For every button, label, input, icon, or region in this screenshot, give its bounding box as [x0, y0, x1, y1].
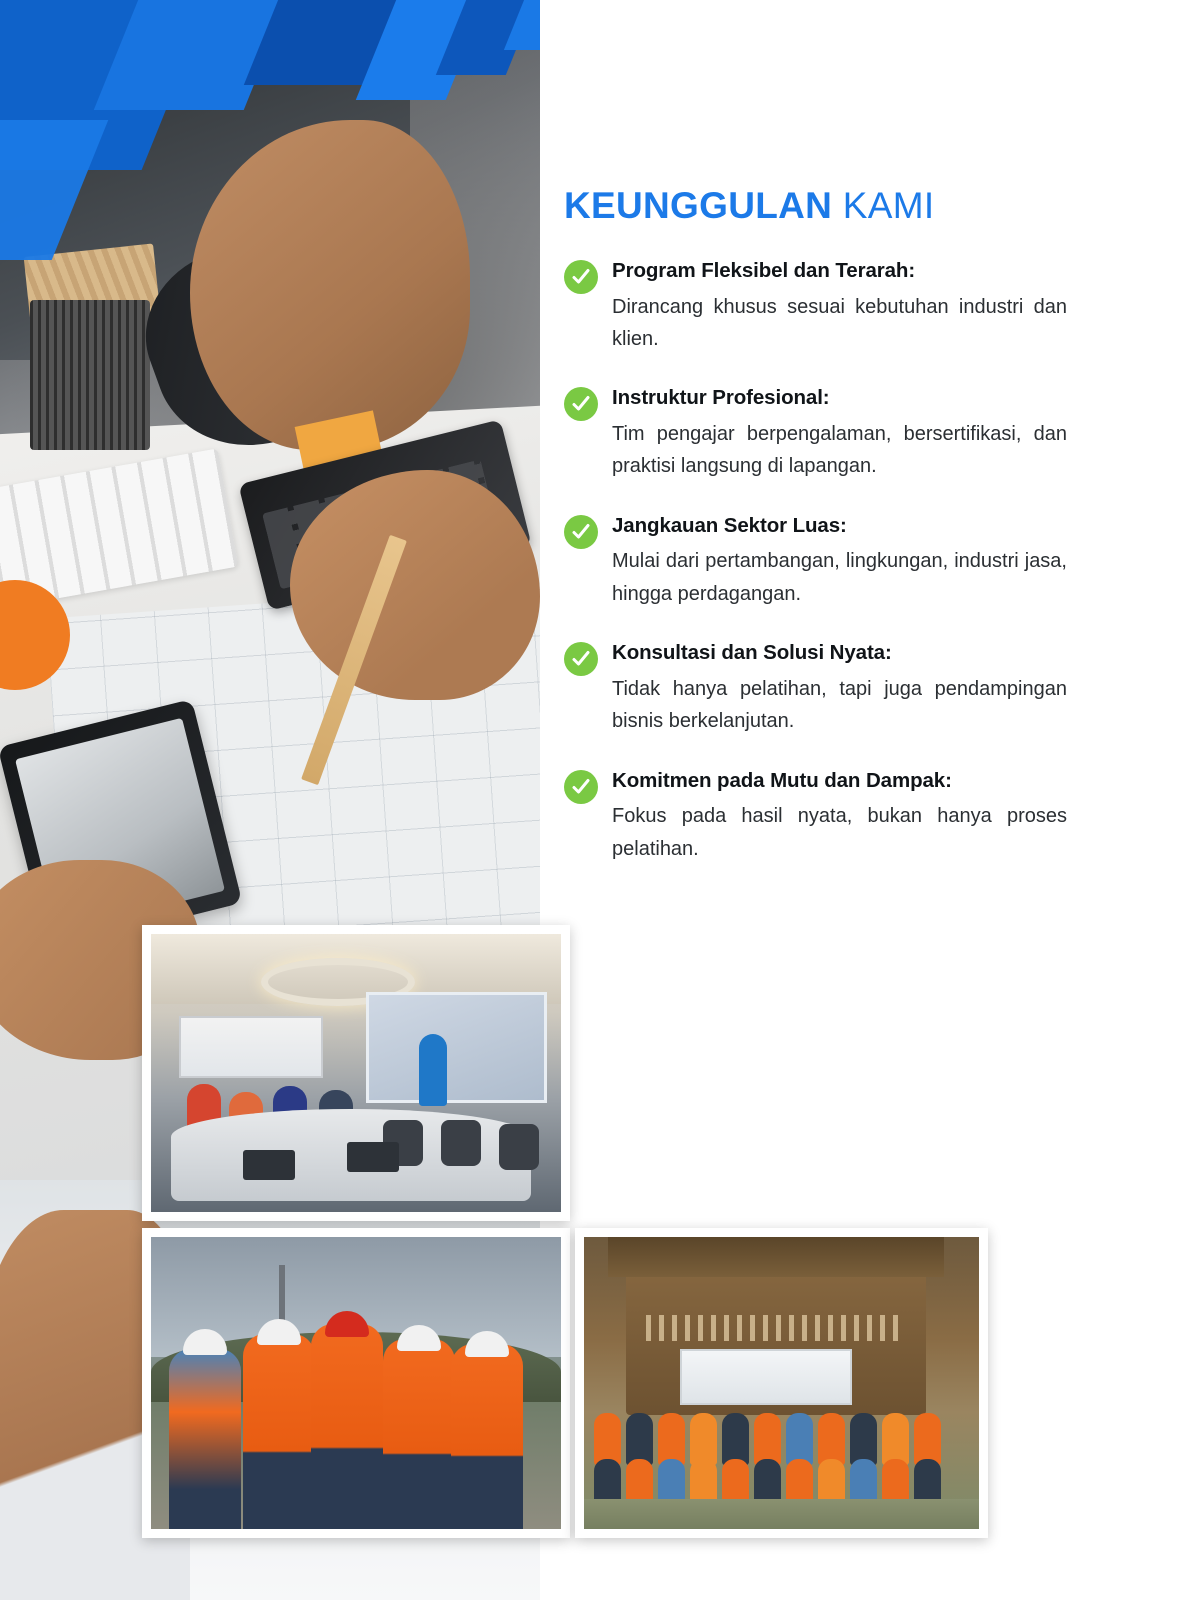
participant-shape	[626, 1413, 653, 1465]
check-icon	[564, 387, 598, 421]
group-participants-photo	[584, 1237, 979, 1529]
list-item-body	[612, 258, 1074, 355]
list-item-body	[612, 385, 1074, 482]
participant-shape	[658, 1413, 685, 1465]
chair-shape	[499, 1124, 539, 1170]
list-item	[564, 640, 1074, 737]
participant-shape	[690, 1413, 717, 1465]
laptop-shape	[347, 1142, 399, 1172]
check-icon	[564, 770, 598, 804]
worker-shape	[383, 1339, 455, 1529]
page-title-light: KAMI	[842, 185, 935, 226]
roof-shape	[608, 1237, 944, 1277]
photo-card-field	[142, 1228, 570, 1538]
list-item-description: Mulai dari pertambangan, lingkungan, industri jasa, hingga perdagangan.	[612, 550, 1067, 605]
worker-shape	[311, 1324, 383, 1529]
laptop-shape	[243, 1150, 295, 1180]
list-item-title: Program Fleksibel dan Terarah:	[612, 259, 916, 282]
field-workers-photo	[151, 1237, 561, 1529]
list-item	[564, 513, 1074, 610]
list-item-description: Tim pengajar berpengalaman, bersertifikasi, dan praktisi langsung di lapangan.	[612, 423, 1067, 478]
participant-shape	[882, 1413, 909, 1465]
list-item-title: Komitmen pada Mutu dan Dampak:	[612, 768, 952, 792]
worker-shape	[243, 1334, 315, 1529]
list-item-description: Fokus pada hasil nyata, bukan hanya proses pelatihan.	[612, 805, 1067, 860]
photo-card-meeting	[142, 925, 570, 1221]
list-item-body	[612, 640, 1074, 737]
list-item-description: Dirancang khusus sesuai kebutuhan industri dan klien.	[612, 295, 1067, 351]
projector-screen-shape	[366, 992, 547, 1103]
list-item-body	[612, 513, 1074, 610]
participant-shape	[754, 1413, 781, 1465]
list-item	[564, 768, 1074, 865]
list-item	[564, 385, 1074, 482]
participants-row-back	[594, 1413, 969, 1465]
participant-shape	[594, 1413, 621, 1465]
check-icon	[564, 515, 598, 549]
page-title	[564, 185, 934, 227]
check-icon	[564, 642, 598, 676]
participant-shape	[722, 1413, 749, 1465]
participant-shape	[914, 1413, 941, 1465]
participant-shape	[850, 1413, 877, 1465]
photo-card-group	[575, 1228, 988, 1538]
list-item-title: Jangkauan Sektor Luas:	[612, 513, 847, 537]
chair-shape	[441, 1120, 481, 1166]
railing-shape	[646, 1315, 906, 1341]
worker-shape	[451, 1344, 523, 1529]
participant-shape	[818, 1413, 845, 1465]
event-banner-shape	[680, 1349, 852, 1405]
presenter-shape	[419, 1034, 447, 1106]
list-item-title: Instruktur Profesional:	[612, 386, 830, 410]
participant-shape	[786, 1413, 813, 1465]
worker-shape	[169, 1349, 241, 1529]
advantages-list	[564, 258, 1074, 895]
list-item-title: Konsultasi dan Solusi Nyata:	[612, 641, 892, 665]
list-item-body	[612, 768, 1074, 865]
wall-banner-shape	[179, 1016, 323, 1078]
meeting-room-photo	[151, 934, 561, 1212]
ground-shape	[584, 1499, 979, 1529]
hand-writing-shape	[290, 470, 540, 700]
check-icon	[564, 260, 598, 294]
page-title-bold: KEUNGGULAN	[564, 185, 833, 226]
list-item-description: Tidak hanya pelatihan, tapi juga pendampingan bisnis berkelanjutan.	[612, 677, 1067, 733]
list-item	[564, 258, 1074, 355]
pencil-cup-shape	[30, 300, 150, 450]
